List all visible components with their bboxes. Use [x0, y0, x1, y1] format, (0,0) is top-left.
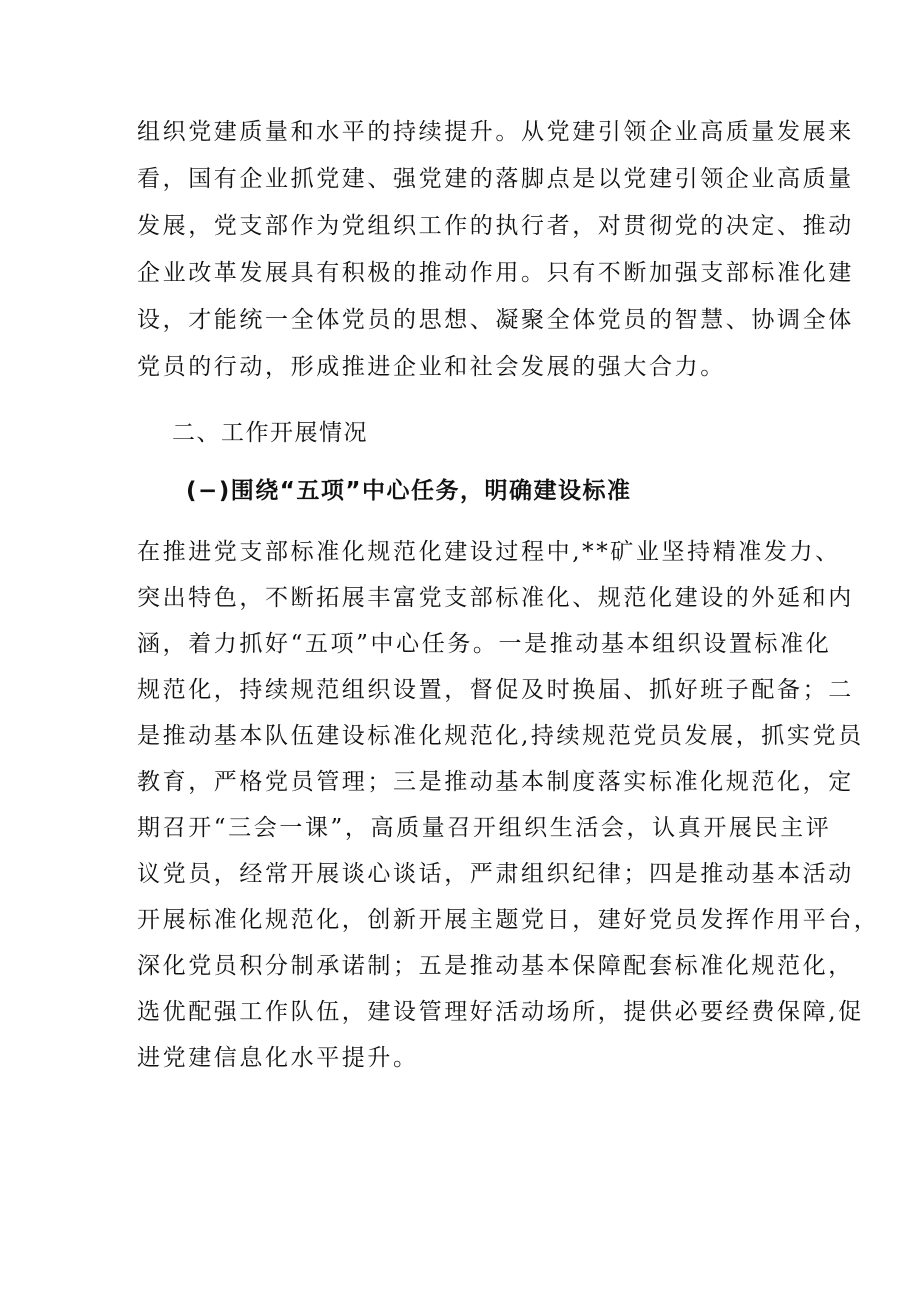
paragraph-1-line: 组织党建质量和水平的持续提升。从党建引领企业高质量发展来	[137, 119, 854, 145]
paragraph-2-line: 在推进党支部标准化规范化建设过程中,**矿业坚持精准发力、	[137, 539, 841, 565]
paragraph-2-line: 议党员，经常开展谈心谈话，严肃组织纪律；四是推动基本活动	[137, 861, 854, 887]
paragraph-2-line: 突出特色，不断拓展丰富党支部标准化、规范化建设的外延和内	[137, 585, 854, 611]
paragraph-2-line: 规范化，持续规范组织设置，督促及时换届、抓好班子配备；二	[137, 677, 854, 703]
paragraph-1-line: 设，才能统一全体党员的思想、凝聚全体党员的智慧、协调全体	[137, 307, 854, 333]
paragraph-1-line: 看，国有企业抓党建、强党建的落脚点是以党建引领企业高质量	[137, 166, 854, 192]
section-heading: 二、工作开展情况	[172, 420, 368, 446]
paragraph-2-line: 深化党员积分制承诺制；五是推动基本保障配套标准化规范化，	[137, 953, 854, 979]
subsection-heading: (−)围绕“五项”中心任务，明确建设标准	[186, 478, 632, 504]
paragraph-2-line: 期召开“三会一课”，高质量召开组织生活会，认真开展民主评	[137, 815, 832, 841]
paragraph-2-line: 进党建信息化水平提升。	[137, 1045, 419, 1071]
paragraph-2-line: 是推动基本队伍建设标准化规范化,持续规范党员发展，抓实党员	[137, 723, 864, 749]
paragraph-2-line: 涵，着力抓好“五项”中心任务。一是推动基本组织设置标准化	[137, 631, 832, 657]
paragraph-1-line: 党员的行动，形成推进企业和社会发展的强大合力。	[137, 354, 726, 380]
paragraph-1-line: 发展，党支部作为党组织工作的执行者，对贯彻党的决定、推动	[137, 213, 854, 239]
paragraph-2-line: 选优配强工作队伍，建设管理好活动场所，提供必要经费保障,促	[137, 999, 864, 1025]
paragraph-2-line: 教育，严格党员管理；三是推动基本制度落实标准化规范化，定	[137, 769, 854, 795]
paragraph-1-line: 企业改革发展具有积极的推动作用。只有不断加强支部标准化建	[137, 260, 854, 286]
paragraph-2-line: 开展标准化规范化，创新开展主题党日，建好党员发挥作用平台，	[137, 907, 880, 933]
